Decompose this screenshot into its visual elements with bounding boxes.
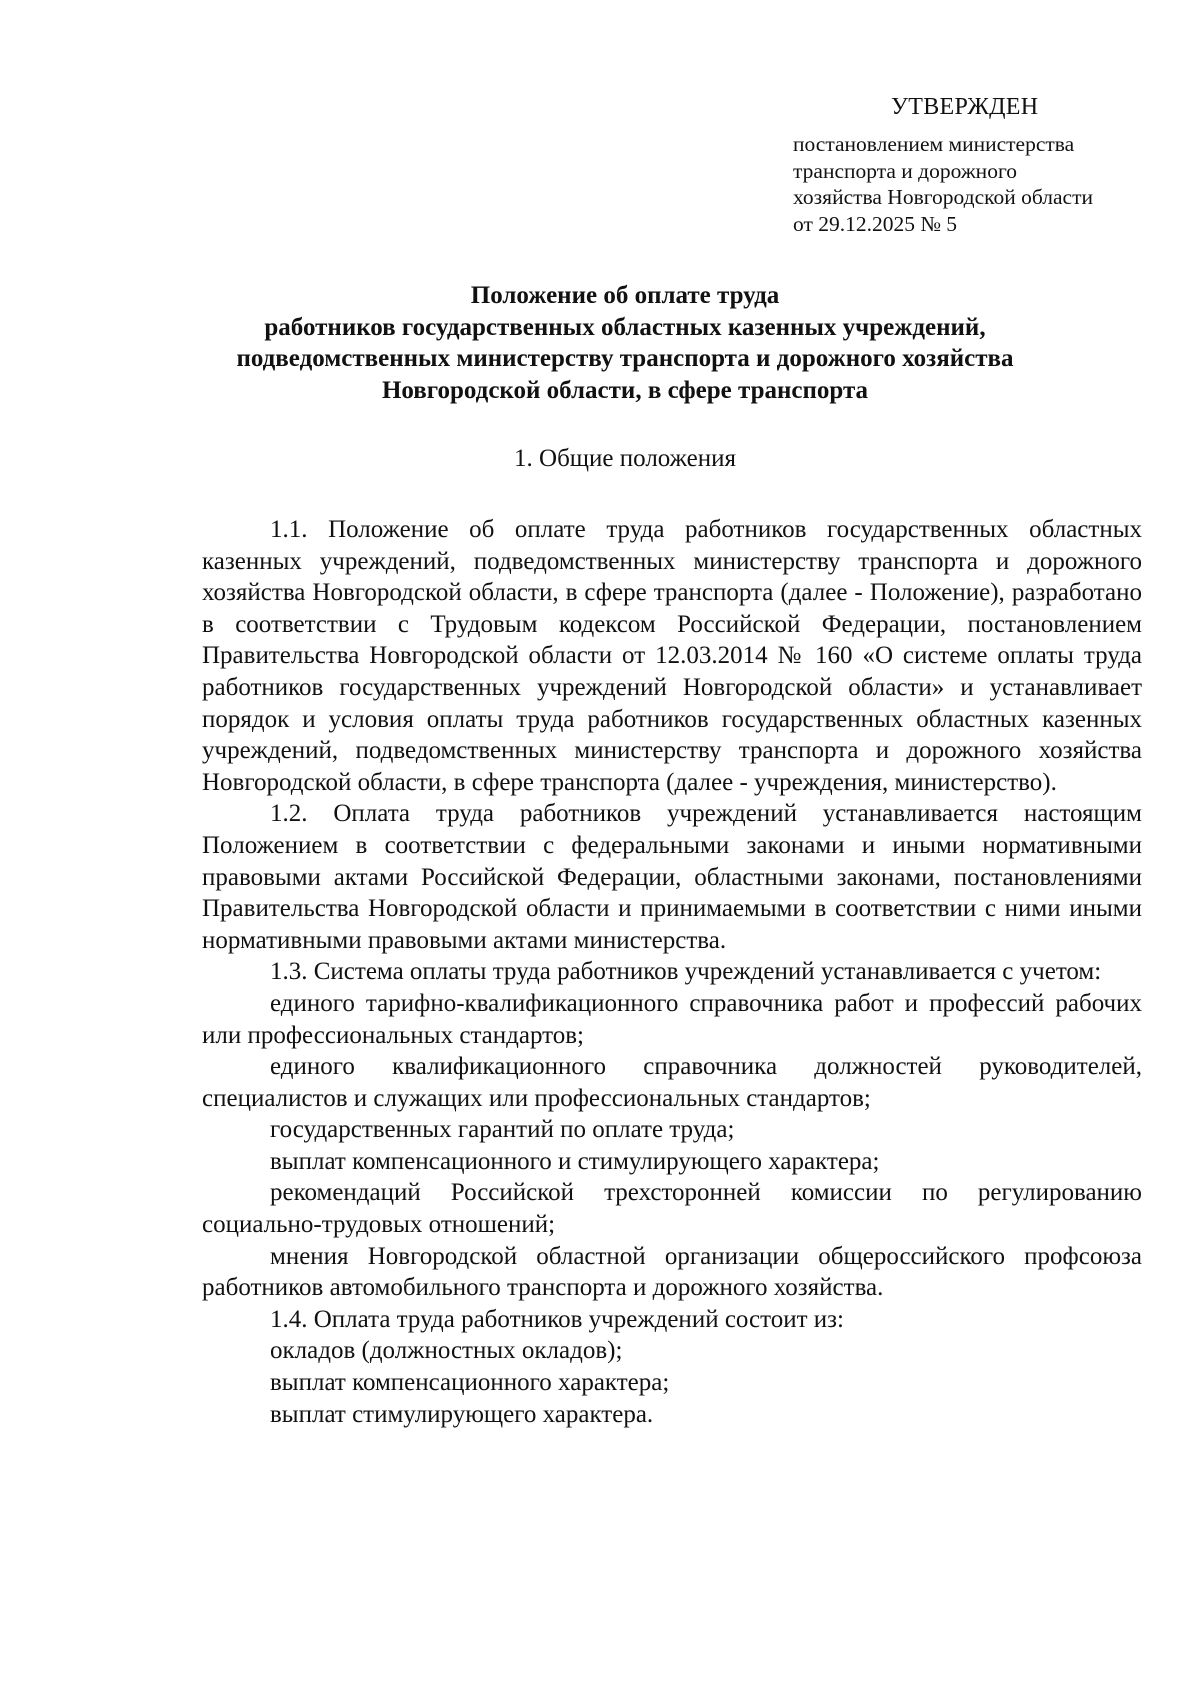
list-item: выплат компенсационного и стимулирующего характера; [270, 1147, 880, 1175]
document-body [202, 514, 1142, 1430]
paragraph-1-2: 1.2. Оплата труда работников учреждений устанавливается настоящим Положением в соответствии с федеральными законами и иными нормативными правовыми актами Российской Федерации, областными законами, постановлениями Правительства Новгородской области и принимаемыми в соответствии с ними иными нормативными правовыми актами министерства. [202, 800, 1142, 954]
list-item: мнения Новгородской областной организации общероссийского профсоюза работников автомобильного транспорта и дорожного хозяйства. [202, 1242, 1142, 1302]
paragraph-1-3: 1.3. Система оплаты труда работников учреждений устанавливается с учетом: [270, 958, 1102, 986]
paragraph-1-1: 1.1. Положение об оплате труда работников государственных областных казенных учреждений, подведомственных министерству транспорта и дорожного хозяйства Новгородской области, в сфере транспорта (далее - Положение), разработано в соответствии с Трудовым кодексом Российской Федерации, постановлением Правительства Новгородской области от 12.03.2014 № 160 «О системе оплаты труда работников государственных учреждений Новгородской области» и устанавливает порядок и условия оплаты труда работников государственных областных казенных учреждений, подведомственных министерству транспорта и дорожного хозяйства Новгородской области, в сфере транспорта (далее - учреждения, министерство). [202, 516, 1142, 796]
list-item: выплат компенсационного характера; [270, 1369, 670, 1397]
section-heading: 1. Общие положения [514, 445, 736, 472]
list-item: единого тарифно-квалификационного справочника работ и профессий рабочих или профессиональных стандартов; [202, 989, 1142, 1049]
document-title [150, 280, 1100, 406]
list-item: государственных гарантий по оплате труда; [270, 1116, 735, 1144]
document-title-line: подведомственных министерству транспорта и дорожного хозяйства [236, 345, 1014, 372]
list-item: единого квалификационного справочника должностей руководителей, специалистов и служащих или профессиональных стандартов; [202, 1053, 1142, 1112]
document-title-line: Положение об оплате труда [470, 282, 780, 309]
approval-line: хозяйства Новгородской области [793, 185, 1093, 209]
list-item: окладов (должностных окладов); [270, 1337, 623, 1365]
approval-stamp-block [793, 92, 1133, 237]
approval-line: постановлением министерства [793, 132, 1075, 156]
list-item: рекомендаций Российской трехсторонней комиссии по регулированию социально-трудовых отношений; [202, 1179, 1142, 1239]
paragraph-1-4: 1.4. Оплата труда работников учреждений состоит из: [270, 1305, 844, 1333]
approval-date-line: от 29.12.2025 № 5 [793, 211, 958, 236]
list-item: выплат стимулирующего характера. [270, 1400, 654, 1428]
document-title-line: работников государственных областных казенных учреждений, [264, 313, 986, 341]
document-title-line: Новгородской области, в сфере транспорта [381, 376, 869, 404]
approval-title: УТВЕРЖДЕН [891, 94, 1039, 120]
approval-line: транспорта и дорожного [793, 158, 1017, 183]
